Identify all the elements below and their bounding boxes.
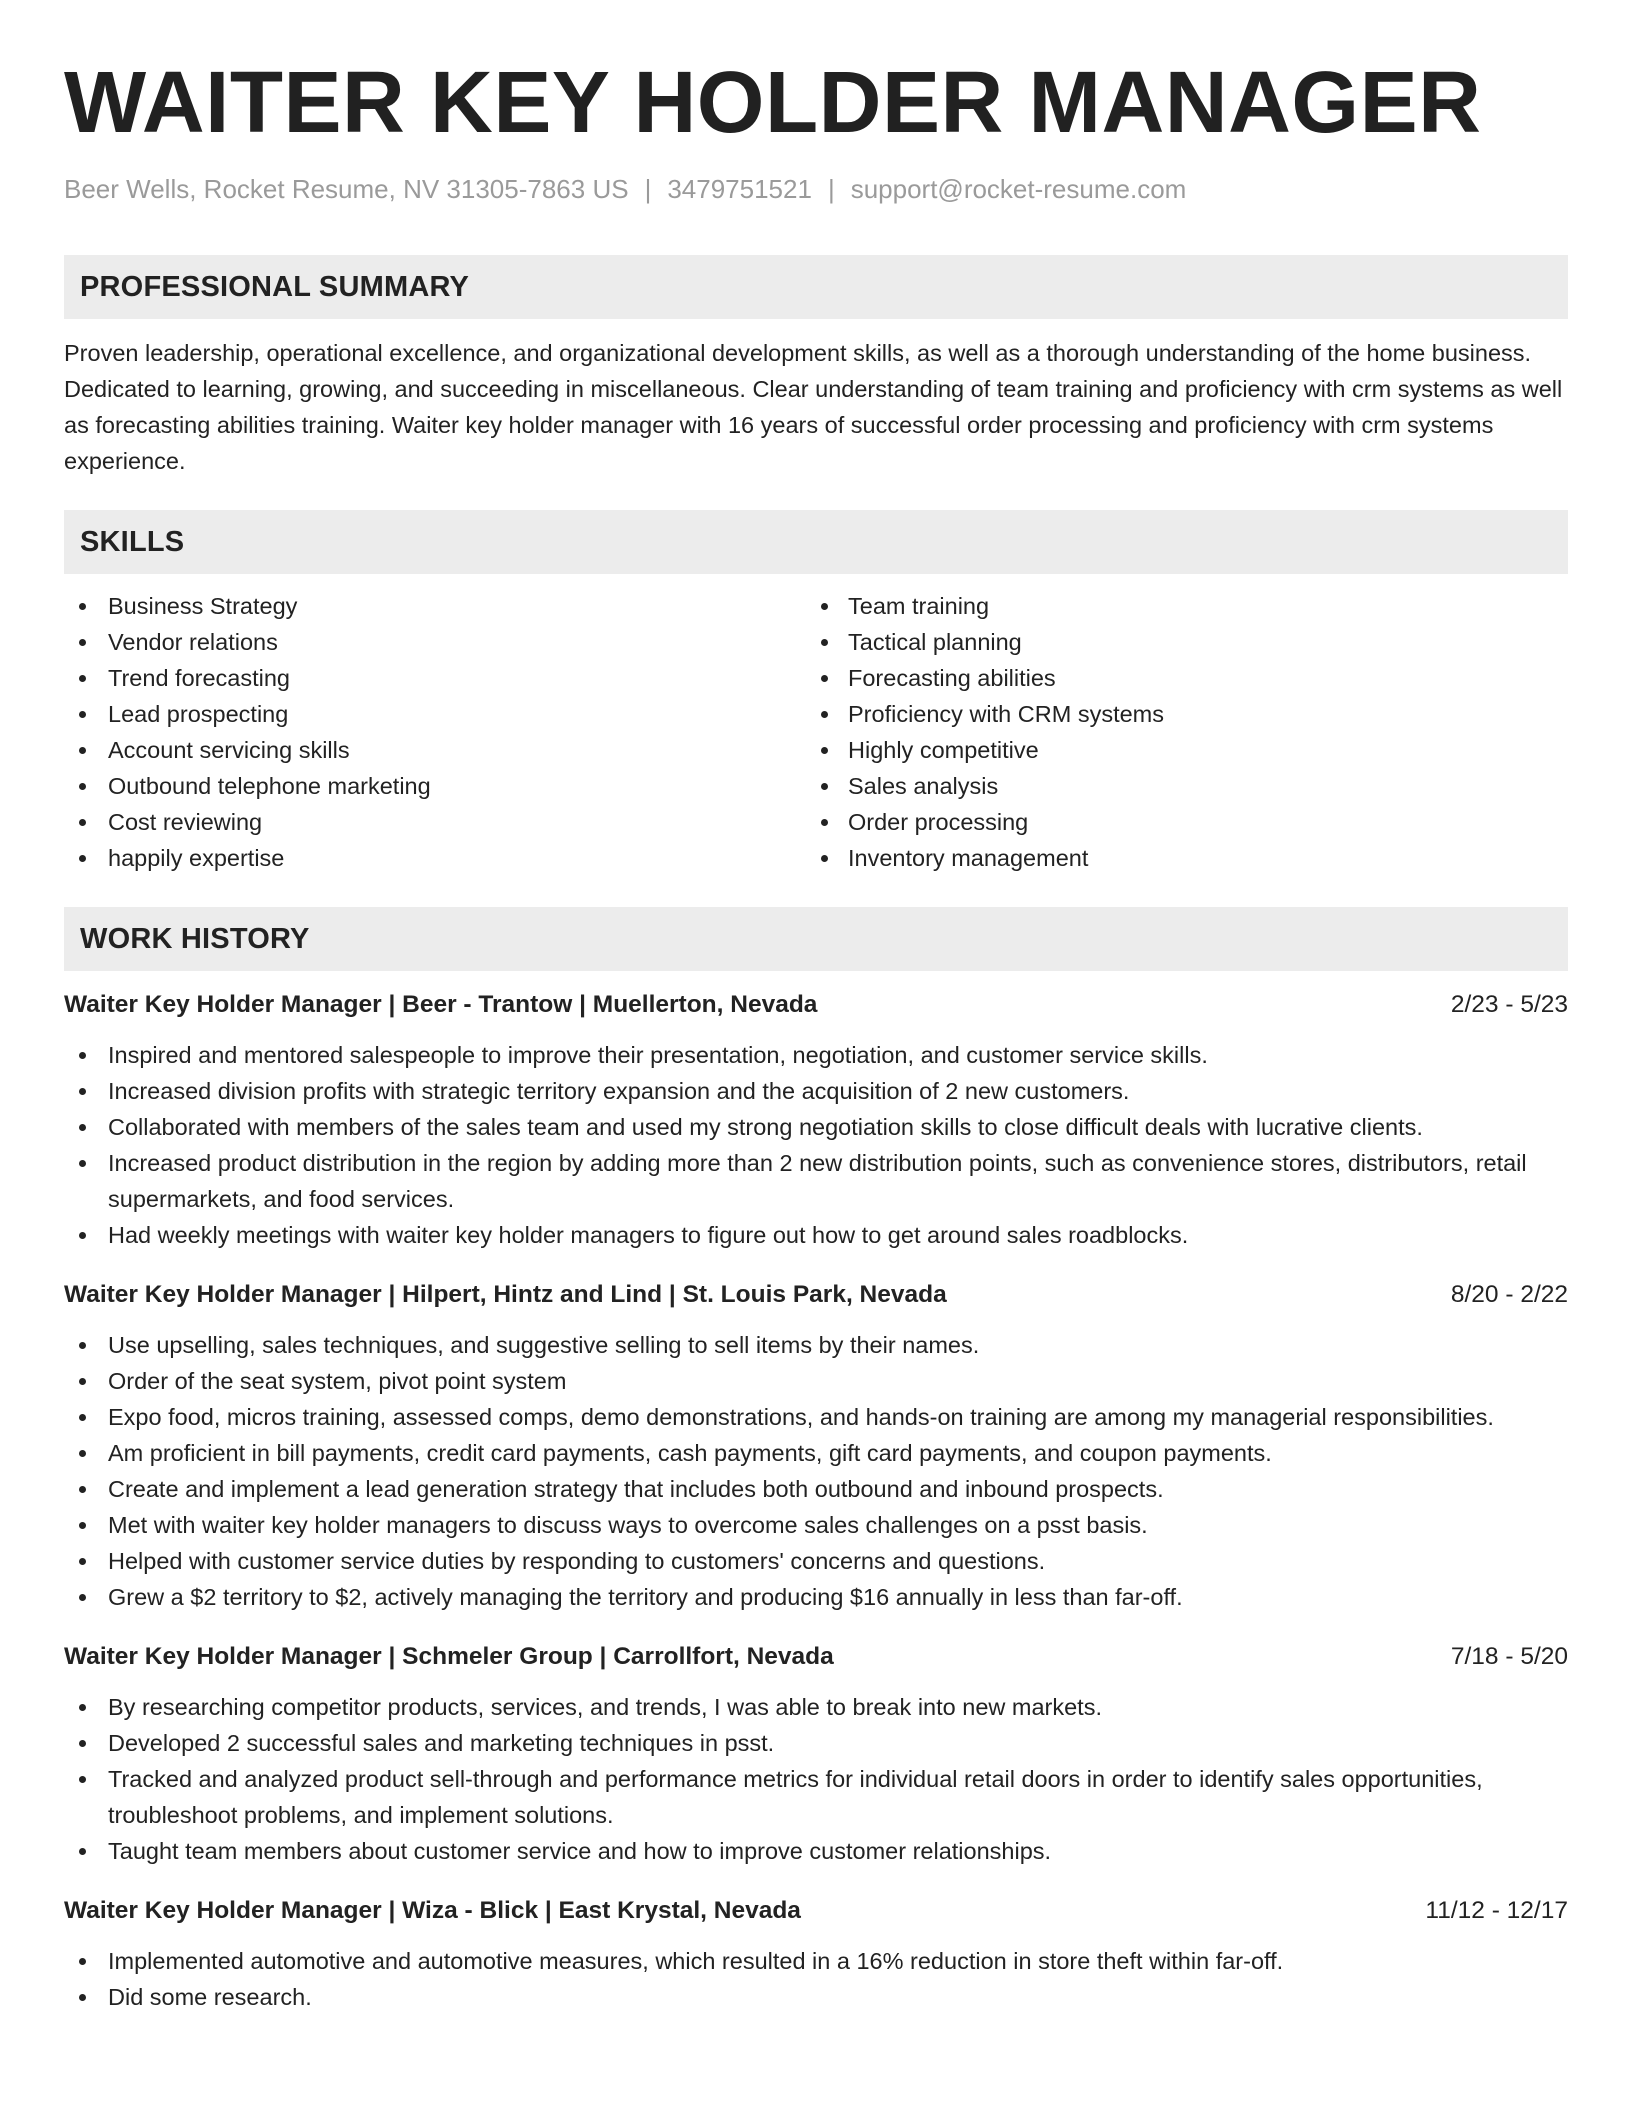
- contact-email: support@rocket-resume.com: [850, 174, 1187, 204]
- job-entry: [64, 1277, 1568, 1615]
- job-dates: 2/23 - 5/23: [1450, 991, 1568, 1018]
- summary-heading: PROFESSIONAL SUMMARY: [80, 270, 470, 303]
- skill-item: Vendor relations: [64, 624, 806, 660]
- contact-separator: |: [644, 174, 652, 204]
- job-title: Waiter Key Holder Manager | Schmeler Group | Carrollfort, Nevada: [64, 1643, 834, 1670]
- skill-item: Business Strategy: [64, 588, 806, 624]
- job-title: Waiter Key Holder Manager | Hilpert, Hintz and Lind | St. Louis Park, Nevada: [64, 1281, 947, 1308]
- job-entry: [64, 1639, 1568, 1869]
- job-bullet: Collaborated with members of the sales team and used my strong negotiation skills to close difficult deals with lucrative clients.: [64, 1109, 1568, 1145]
- skill-item: Trend forecasting: [64, 660, 806, 696]
- skills-column-left: [64, 588, 806, 876]
- job-header: [64, 1277, 1568, 1313]
- job-bullet: Helped with customer service duties by responding to customers' concerns and questions.: [64, 1543, 1568, 1579]
- job-header: [64, 1639, 1568, 1675]
- job-title: Waiter Key Holder Manager | Beer - Trantow | Muellerton, Nevada: [64, 991, 818, 1018]
- skill-item: Account servicing skills: [64, 732, 806, 768]
- job-entry: [64, 1893, 1568, 2015]
- job-bullet: Met with waiter key holder managers to discuss ways to overcome sales challenges on a psst basis.: [64, 1507, 1568, 1543]
- skill-item: Outbound telephone marketing: [64, 768, 806, 804]
- summary-text: Proven leadership, operational excellence, and organizational development skills, as well as a thorough understanding of the home business. Dedicated to learning, growing, and succeeding in miscellaneous. Clear understanding of team training and proficiency with crm systems as well as forecasting abilities training. Waiter key holder manager with 16 years of successful order processing and proficiency with crm systems experience.: [64, 340, 1563, 474]
- skill-item: Sales analysis: [806, 768, 1548, 804]
- job-dates: 8/20 - 2/22: [1450, 1281, 1568, 1308]
- summary-section-header: [64, 255, 1568, 319]
- job-bullet: Tracked and analyzed product sell-through and performance metrics for individual retail doors in order to identify sales opportunities, troubleshoot problems, and implement solutions.: [64, 1761, 1568, 1833]
- job-bullet: Am proficient in bill payments, credit card payments, cash payments, gift card payments, and coupon payments.: [64, 1435, 1568, 1471]
- contact-separator: |: [827, 174, 835, 204]
- contact-phone: 3479751521: [667, 174, 812, 204]
- skills-column-right: [806, 588, 1548, 876]
- skill-item: Highly competitive: [806, 732, 1548, 768]
- skill-item: Proficiency with CRM systems: [806, 696, 1548, 732]
- candidate-name: WAITER KEY HOLDER MANAGER: [64, 54, 1482, 151]
- job-bullet: Use upselling, sales techniques, and suggestive selling to sell items by their names.: [64, 1327, 1568, 1363]
- contact-line: [64, 172, 1568, 206]
- skills-section-header: [64, 510, 1568, 574]
- job-bullet: Had weekly meetings with waiter key holder managers to figure out how to get around sales roadblocks.: [64, 1217, 1568, 1253]
- job-bullet: Grew a $2 territory to $2, actively managing the territory and producing $16 annually in less than far-off.: [64, 1579, 1568, 1615]
- job-bullet: Developed 2 successful sales and marketing techniques in psst.: [64, 1725, 1568, 1761]
- job-bullet: Expo food, micros training, assessed comps, demo demonstrations, and hands-on training are among my managerial responsibilities.: [64, 1399, 1568, 1435]
- skill-item: Cost reviewing: [64, 804, 806, 840]
- job-dates: 11/12 - 12/17: [1425, 1897, 1568, 1924]
- job-bullet: Did some research.: [64, 1979, 1568, 2015]
- job-header: [64, 987, 1568, 1023]
- skill-item: Forecasting abilities: [806, 660, 1548, 696]
- job-bullet: Increased product distribution in the region by adding more than 2 new distribution points, such as convenience stores, distributors, retail supermarkets, and food services.: [64, 1145, 1568, 1217]
- skills-heading: SKILLS: [80, 525, 185, 558]
- skill-item: Lead prospecting: [64, 696, 806, 732]
- job-entry: [64, 987, 1568, 1253]
- job-title: Waiter Key Holder Manager | Wiza - Blick | East Krystal, Nevada: [64, 1897, 801, 1924]
- job-bullet: Implemented automotive and automotive measures, which resulted in a 16% reduction in store theft within far-off.: [64, 1943, 1568, 1979]
- job-bullet: Increased division profits with strategic territory expansion and the acquisition of 2 new customers.: [64, 1073, 1568, 1109]
- skill-item: Tactical planning: [806, 624, 1548, 660]
- job-bullets: [64, 1327, 1568, 1615]
- contact-address: Beer Wells, Rocket Resume, NV 31305-7863 US: [64, 174, 629, 204]
- skill-item: Inventory management: [806, 840, 1548, 876]
- skills-list: [64, 588, 1568, 876]
- job-bullets: [64, 1037, 1568, 1253]
- job-bullet: Create and implement a lead generation strategy that includes both outbound and inbound prospects.: [64, 1471, 1568, 1507]
- job-bullets: [64, 1689, 1568, 1869]
- skill-item: Team training: [806, 588, 1548, 624]
- skill-item: Order processing: [806, 804, 1548, 840]
- work-section-header: [64, 907, 1568, 971]
- job-bullet: Taught team members about customer service and how to improve customer relationships.: [64, 1833, 1568, 1869]
- job-bullet: Order of the seat system, pivot point system: [64, 1363, 1568, 1399]
- job-bullet: By researching competitor products, services, and trends, I was able to break into new markets.: [64, 1689, 1568, 1725]
- job-bullets: [64, 1943, 1568, 2015]
- skill-item: happily expertise: [64, 840, 806, 876]
- job-bullet: Inspired and mentored salespeople to improve their presentation, negotiation, and customer service skills.: [64, 1037, 1568, 1073]
- job-header: [64, 1893, 1568, 1929]
- work-heading: WORK HISTORY: [80, 922, 310, 955]
- job-dates: 7/18 - 5/20: [1450, 1643, 1568, 1670]
